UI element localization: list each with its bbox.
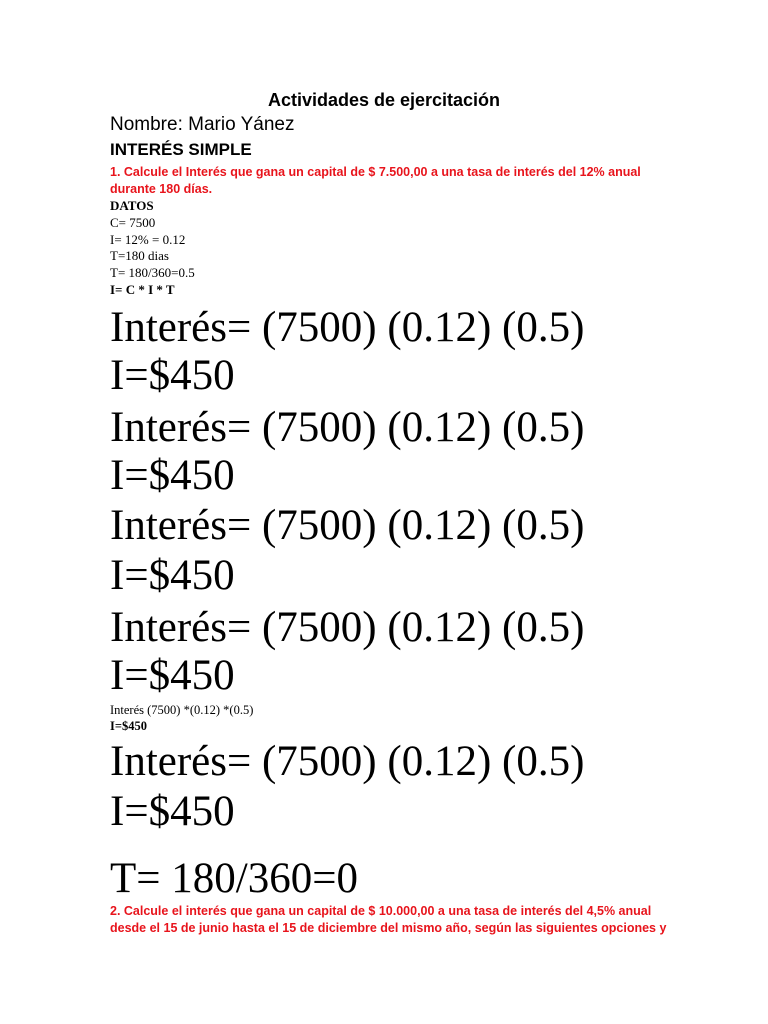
interest-calculation-line: Interés= (7500) (0.12) (0.5)	[110, 502, 585, 549]
interest-calculation-line: Interés= (7500) (0.12) (0.5)	[110, 604, 585, 651]
question-1-line-1: 1. Calcule el Interés que gana un capital de $ 7.500,00 a una tasa de interés del 12% anual	[110, 165, 641, 179]
question-2-line-1: 2. Calcule el interés que gana un capital de $ 10.000,00 a una tasa de interés del 4,5% anual	[110, 904, 652, 918]
section-heading: INTERÉS SIMPLE	[110, 140, 252, 159]
interest-result-line: I=$450	[110, 452, 235, 499]
interest-result-line: I=$450	[110, 552, 235, 599]
datos-interest-rate: I= 12% = 0.12	[110, 232, 186, 247]
datos-time-days: T=180 dias	[110, 248, 169, 263]
interest-calculation-line: Interés= (7500) (0.12) (0.5)	[110, 304, 585, 351]
interest-calculation-line: Interés= (7500) (0.12) (0.5)	[110, 404, 585, 451]
interest-result-line: I=$450	[110, 352, 235, 399]
question-2-line-2: desde el 15 de junio hasta el 15 de diciembre del mismo año, según las siguientes opciones y	[110, 921, 667, 935]
interest-formula: I= C * I * T	[110, 282, 175, 297]
interest-result-line: I=$450	[110, 652, 235, 699]
page-title: Actividades de ejercitación	[267, 90, 501, 110]
interest-result-line: I=$450	[110, 788, 235, 835]
datos-capital: C= 7500	[110, 215, 156, 230]
interest-result-small: I=$450	[110, 719, 147, 733]
question-1-line-2: durante 180 días.	[110, 182, 213, 196]
time-fraction-line: T= 180/360=0	[110, 855, 358, 902]
interest-calculation-small: Interés (7500) *(0.12) *(0.5)	[110, 703, 254, 717]
student-name: Nombre: Mario Yánez	[110, 114, 295, 135]
datos-time-fraction: T= 180/360=0.5	[110, 265, 195, 280]
datos-heading: DATOS	[110, 198, 154, 213]
interest-calculation-line: Interés= (7500) (0.12) (0.5)	[110, 738, 585, 785]
